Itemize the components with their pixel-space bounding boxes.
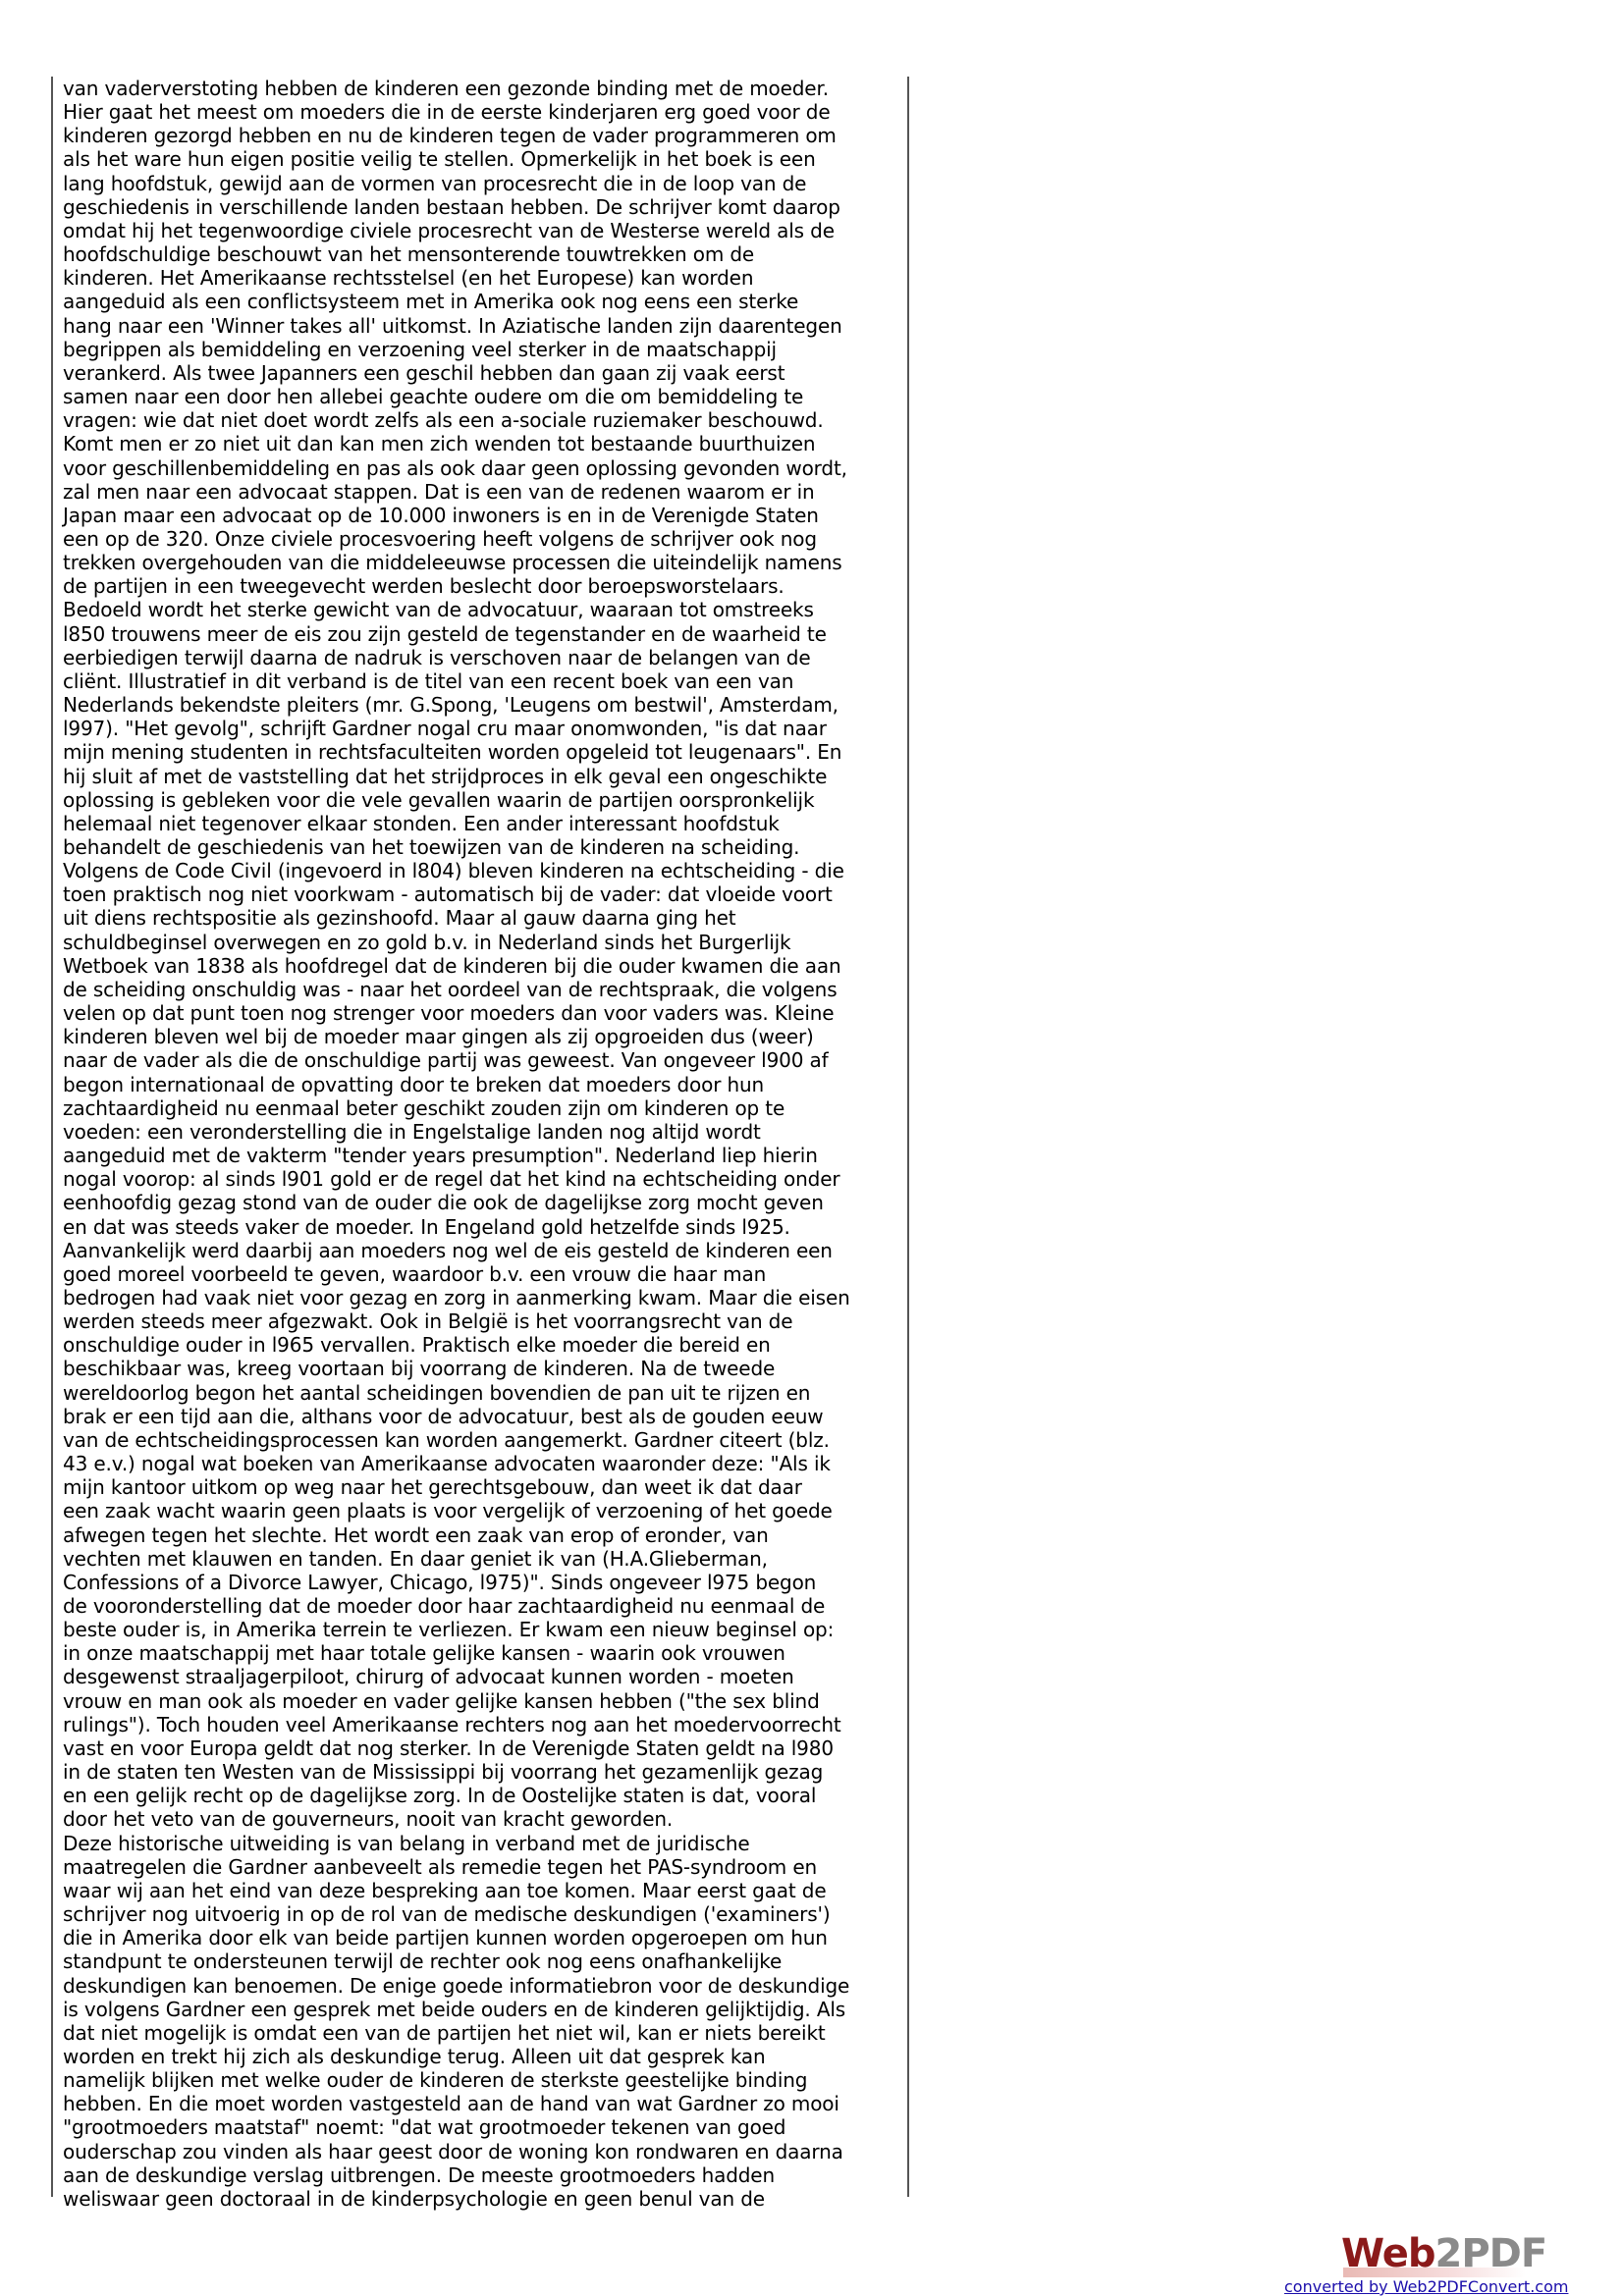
article-text-line: door het veto van de gouverneurs, nooit van kracht geworden. [63, 1807, 674, 1832]
article-text-line: deskundigen kan benoemen. De enige goede informatiebron voor de deskundige [63, 1973, 850, 1998]
article-text-line: worden en trekt hij zich als deskundige terug. Alleen uit dat gesprek kan [63, 2044, 766, 2068]
article-text-line: dat niet mogelijk is omdat een van de partijen het niet wil, kan er niets bereikt [63, 2020, 826, 2045]
article-text-line: is volgens Gardner een gesprek met beide ouders en de kinderen gelijktijdig. Als [63, 1997, 846, 2021]
article-text-line: lang hoofdstuk, gewijd aan de vormen van procesrecht die in de loop van de [63, 171, 807, 195]
article-text-line: Japan maar een advocaat op de 10.000 inwoners is en in de Verenigde Staten [63, 503, 819, 527]
article-text-line: van vaderverstoting hebben de kinderen een gezonde binding met de moeder. [63, 77, 829, 100]
article-text-line: verankerd. Als twee Japanners een geschil hebben dan gaan zij vaak eerst [63, 360, 785, 385]
article-text-line: hebben. En die moet worden vastgesteld aan de hand van wat Gardner zo mooi [63, 2092, 839, 2116]
article-text-line: standpunt te ondersteunen terwijl de rechter ook nog eens onafhankelijke [63, 1949, 783, 1974]
article-text-line: zal men naar een advocaat stappen. Dat is een van de redenen waarom er in [63, 479, 815, 504]
article-text-line: uit diens rechtspositie als gezinshoofd. Maar al gauw daarna ging het [63, 906, 736, 931]
article-text-line: die in Amerika door elk van beide partijen kunnen worden opgeroepen om hun [63, 1926, 828, 1950]
article-text-line: afwegen tegen het slechte. Het wordt een zaak van erop of eronder, van [63, 1522, 769, 1547]
article-column [51, 77, 909, 2211]
article-text-line: onschuldige ouder in l965 vervallen. Praktisch elke moeder die bereid en [63, 1333, 771, 1358]
article-text-line: Volgens de Code Civil (ingevoerd in l804) bleven kinderen na echtscheiding - die [63, 859, 844, 883]
article-text-line: nogal voorop: al sinds l901 gold er de regel dat het kind na echtscheiding onder [63, 1167, 840, 1192]
article-text-line: aangeduid als een conflictsysteem met in Amerika ook nog eens een sterke [63, 290, 799, 314]
article-text-line: maatregelen die Gardner aanbeveelt als remedie tegen het PAS-syndroom en [63, 1854, 818, 1879]
article-text-line: voeden: een veronderstelling die in Engelstalige landen nog altijd wordt [63, 1119, 761, 1144]
article-text-line: eenhoofdig gezag stond van de ouder die ook de dagelijkse zorg mocht geven [63, 1191, 824, 1215]
article-text-line: schrijver nog uitvoerig in op de rol van de medische deskundigen ('examiners') [63, 1902, 831, 1927]
article-text-line: een zaak wacht waarin geen plaats is voor vergelijk of verzoening of het goede [63, 1499, 833, 1523]
article-text-line: vrouw en man ook als moeder en vader gelijke kansen hebben ("the sex blind [63, 1688, 820, 1713]
converted-by-link[interactable]: converted by Web2PDFConvert.com [1284, 2277, 1569, 2296]
article-text-line: bedrogen had vaak niet voor gezag en zorg in aanmerking kwam. Maar die eisen [63, 1285, 850, 1309]
article-text-line: 43 e.v.) nogal wat boeken van Amerikaanse advocaten waaronder deze: "Als ik [63, 1452, 831, 1476]
article-text-line: de partijen in een tweegevecht werden beslecht door beroepsworstelaars. [63, 574, 784, 599]
logo-pdf-text: PDF [1461, 2231, 1547, 2276]
article-text-line: weliswaar geen doctoraal in de kinderpsychologie en geen benul van de [63, 2186, 765, 2211]
article-text-line: en dat was steeds vaker de moeder. In Engeland gold hetzelfde sinds l925. [63, 1214, 790, 1239]
article-text-line: kinderen bleven wel bij de moeder maar gingen als zij opgroeiden dus (weer) [63, 1025, 814, 1049]
article-text-line: desgewenst straaljagerpiloot, chirurg of advocaat kunnen worden - moeten [63, 1665, 794, 1689]
article-text-line: l850 trouwens meer de eis zou zijn gesteld de tegenstander en de waarheid te [63, 621, 827, 646]
article-text-line: oplossing is gebleken voor die vele gevallen waarin de partijen oorspronkelijk [63, 787, 815, 812]
article-text-line: cliënt. Illustratief in dit verband is de titel van een recent boek van een van [63, 668, 794, 693]
article-text-line: beschikbaar was, kreeg voortaan bij voorrang de kinderen. Na de tweede [63, 1357, 776, 1381]
article-text-line: vast en voor Europa geldt dat nog sterker. In de Verenigde Staten geldt na l980 [63, 1735, 834, 1760]
article-text-line: hoofdschuldige beschouwt van het mensonterende touwtrekken om de [63, 242, 755, 267]
article-text-line: Komt men er zo niet uit dan kan men zich wenden tot bestaande buurthuizen [63, 432, 816, 456]
article-text-line: zachtaardigheid nu eenmaal beter geschikt zouden zijn om kinderen op te [63, 1095, 785, 1120]
article-text-line: in de staten ten Westen van de Mississippi bij voorrang het gezamenlijk gezag [63, 1760, 824, 1785]
article-text-line: omdat hij het tegenwoordige civiele procesrecht van de Westerse wereld als de [63, 218, 835, 242]
article-text-line: waar wij aan het eind van deze bespreking aan toe komen. Maar eerst gaat de [63, 1878, 827, 1902]
article-text-line: beste ouder is, in Amerika terrein te verliezen. Er kwam een nieuw beginsel op: [63, 1618, 835, 1642]
article-text-line: begon internationaal de opvatting door te breken dat moeders door hun [63, 1072, 765, 1096]
logo-wordmark [1341, 2230, 1546, 2277]
article-text-line: geschiedenis in verschillende landen bestaan hebben. De schrijver komt daarop [63, 194, 840, 219]
article-text-line: kinderen. Het Amerikaanse rechtsstelsel (en het Europese) kan worden [63, 266, 754, 291]
article-text-line: Hier gaat het meest om moeders die in de eerste kinderjaren erg goed voor de [63, 100, 831, 125]
article-text-line: rulings"). Toch houden veel Amerikaanse rechters nog aan het moedervoorrecht [63, 1712, 841, 1736]
article-text-line: brak er een tijd aan die, althans voor de advocatuur, best als de gouden eeuw [63, 1404, 824, 1428]
article-text-line: hij sluit af met de vaststelling dat het strijdproces in elk geval een ongeschikte [63, 764, 828, 788]
article-text-line: vechten met klauwen en tanden. En daar geniet ik van (H.A.Glieberman, [63, 1546, 768, 1571]
logo-two-text: 2 [1434, 2231, 1462, 2276]
article-text-line: werden steeds meer afgezwakt. Ook in België is het voorrangsrecht van de [63, 1309, 793, 1334]
article-text-line: kinderen gezorgd hebben en nu de kinderen tegen de vader programmeren om [63, 124, 837, 148]
logo-web-text: Web [1341, 2231, 1435, 2276]
article-text-line: vragen: wie dat niet doet wordt zelfs als een a-sociale ruziemaker beschouwd. [63, 408, 824, 433]
article-text-line: velen op dat punt toen nog strenger voor moeders dan voor vaders was. Kleine [63, 1001, 835, 1026]
article-text-line: de scheiding onschuldig was - naar het oordeel van de rechtspraak, die volgens [63, 977, 838, 1001]
article-text-line: een op de 320. Onze civiele procesvoering heeft volgens de schrijver ook nog [63, 526, 817, 551]
web2pdf-logo[interactable] [1341, 2230, 1547, 2277]
article-text-line: "grootmoeders maatstaf" noemt: "dat wat grootmoeder tekenen van goed [63, 2115, 786, 2140]
article-text-line: Wetboek van 1838 als hoofdregel dat de kinderen bij die ouder kwamen die aan [63, 953, 841, 978]
article-text-line: mijn mening studenten in rechtsfaculteiten worden opgeleid tot leugenaars". En [63, 740, 842, 765]
article-text-line: helemaal niet tegenover elkaar stonden. Een ander interessant hoofdstuk [63, 811, 780, 835]
article-text-line: samen naar een door hen allebei geachte oudere om die om bemiddeling te [63, 385, 804, 409]
article-text-line: goed moreel voorbeeld te geven, waardoor b.v. een vrouw die haar man [63, 1261, 767, 1286]
article-text-line: eerbiedigen terwijl daarna de nadruk is verschoven naar de belangen van de [63, 645, 811, 669]
article-text-line: in onze maatschappij met haar totale gelijke kansen - waarin ook vrouwen [63, 1641, 785, 1666]
article-text-line: aan de deskundige verslag uitbrengen. De meeste grootmoeders hadden [63, 2163, 775, 2187]
article-text-line: mijn kantoor uitkom op weg naar het gerechtsgebouw, dan weet ik dat daar [63, 1475, 802, 1500]
article-text-line: trekken overgehouden van die middeleeuwse processen die uiteindelijk namens [63, 551, 842, 575]
article-text-line: aangeduid met de vakterm "tender years presumption". Nederland liep hierin [63, 1144, 818, 1168]
article-text-line: l997). "Het gevolg", schrijft Gardner nogal cru maar onomwonden, "is dat naar [63, 717, 827, 741]
article-text-line: voor geschillenbemiddeling en pas als ook daar geen oplossing gevonden wordt, [63, 455, 847, 480]
article-text-line: Aanvankelijk werd daarbij aan moeders nog wel de eis gesteld de kinderen een [63, 1238, 833, 1262]
article-text-line: Confessions of a Divorce Lawyer, Chicago, l975)". Sinds ongeveer l975 begon [63, 1570, 817, 1594]
article-text-line: begrippen als bemiddeling en verzoening veel sterker in de maatschappij [63, 337, 777, 361]
article-text-line: behandelt de geschiedenis van het toewijzen van de kinderen na scheiding. [63, 835, 800, 859]
article-text-line: namelijk blijken met welke ouder de kinderen de sterkste geestelijke binding [63, 2068, 808, 2093]
article-text-line: schuldbeginsel overwegen en zo gold b.v. in Nederland sinds het Burgerlijk [63, 930, 791, 954]
article-text-line: en een gelijk recht op de dagelijkse zorg. In de Oostelijke staten is dat, vooral [63, 1784, 817, 1808]
article-text-line: als het ware hun eigen positie veilig te stellen. Opmerkelijk in het boek is een [63, 147, 816, 172]
article-text-line: naar de vader als die de onschuldige partij was geweest. Van ongeveer l900 af [63, 1048, 829, 1073]
article-text-line: wereldoorlog begon het aantal scheidingen bovendien de pan uit te rijzen en [63, 1380, 811, 1405]
article-text-line: hang naar een 'Winner takes all' uitkomst. In Aziatische landen zijn daarentegen [63, 313, 842, 338]
article-text-line: Bedoeld wordt het sterke gewicht van de advocatuur, waaraan tot omstreeks [63, 598, 814, 622]
article-text-line: de vooronderstelling dat de moeder door haar zachtaardigheid nu eenmaal de [63, 1594, 826, 1618]
article-text-line: van de echtscheidingsprocessen kan worden aangemerkt. Gardner citeert (blz. [63, 1427, 830, 1452]
article-text-line: Nederlands bekendste pleiters (mr. G.Spong, 'Leugens om bestwil', Amsterdam, [63, 693, 839, 718]
article-text-line: Deze historische uitweiding is van belang in verband met de juridische [63, 1831, 750, 1855]
article-text-line: ouderschap zou vinden als haar geest door de woning kon rondwaren en daarna [63, 2139, 843, 2163]
article-text-line: toen praktisch nog niet voorkwam - automatisch bij de vader: dat vloeide voort [63, 882, 833, 907]
